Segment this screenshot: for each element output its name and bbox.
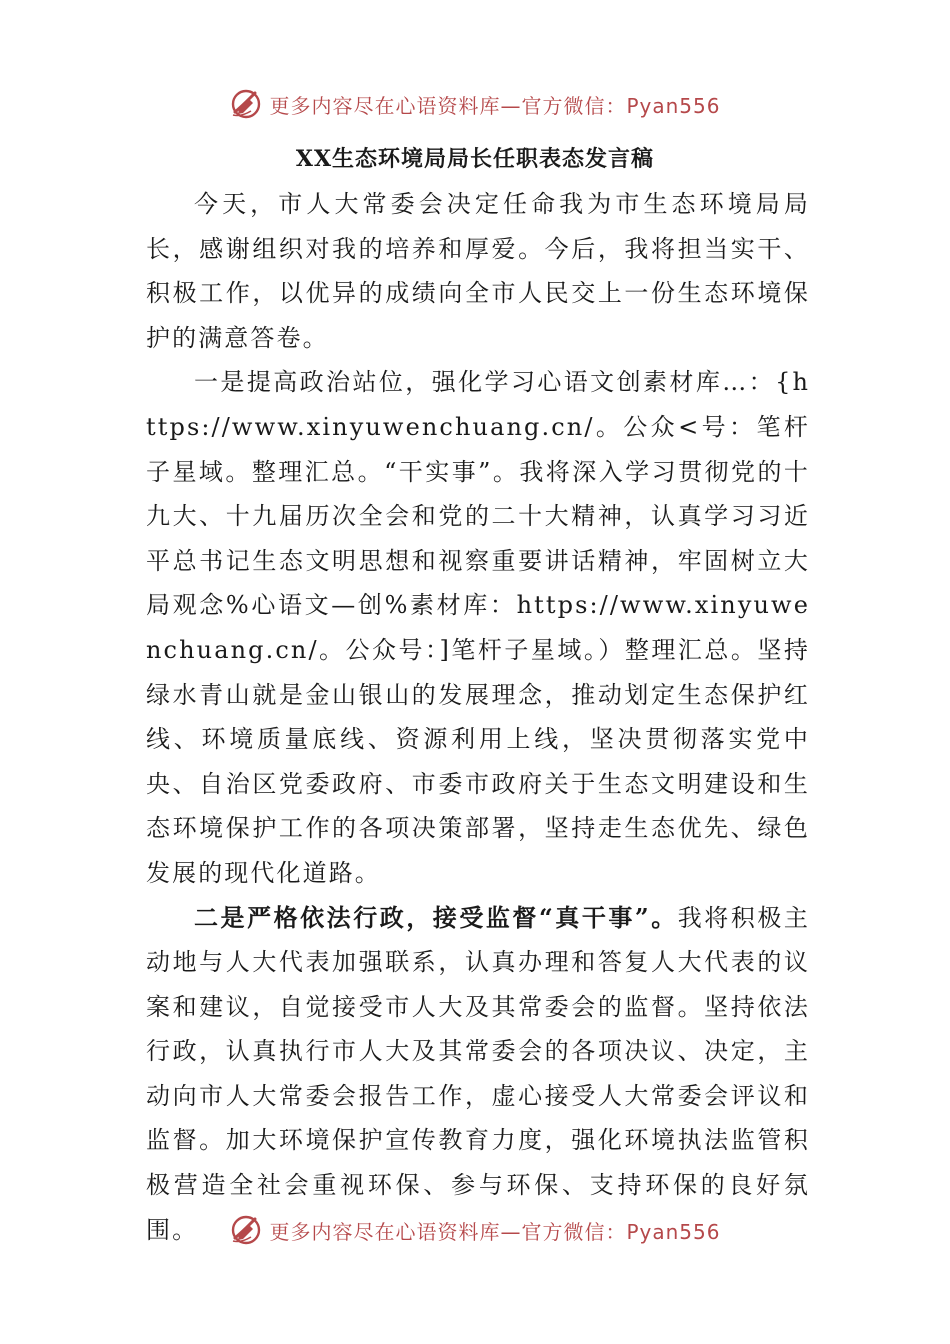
- header-banner: [0, 84, 950, 124]
- paragraph-2-text: 一是提高政治站位，强化学习心语文创素材库…：{https://www.xinyuwenchuang.cn/。公众<号：笔杆子星域。整理汇总。“干实事”。我将深入学习贯彻党的十九大、十九届历次全会和党的二十大精神，认真学习习近平总书记生态文明思想和视察重要讲话精神，牢固树立大局观念%心语文—创%素材库：https://www.xinyuwenchuang.cn/。公众号：]笔杆子星域。）整理汇总。坚持绿水青山就是金山银山的发展理念，推动划定生态保护红线、环境质量底线、资源利用上线，坚决贯彻落实党中央、自治区党委政府、市委市政府关于生态文明建设和生态环境保护工作的各项决策部署，坚持走生态优先、绿色发展的现代化道路。: [146, 368, 810, 887]
- paragraph-3: [146, 896, 810, 1253]
- banner-text: 更多内容尽在心语资料库—官方微信：Pyan556: [269, 93, 721, 118]
- footer-banner: [0, 1210, 950, 1250]
- pen-logo-icon: [229, 87, 263, 121]
- paragraph-3-text: 我将积极主动地与人大代表加强联系，认真办理和答复人大代表的议案和建议，自觉接受市人大及其常委会的监督。坚持依法行政，认真执行市人大及其常委会的各项决议、决定，主动向市人大常委会报告工作，虚心接受人大常委会评议和监督。加大环境保护宣传教育力度，强化环境执法监管积极营造全社会重视环保、参与环保、支持环保的良好氛围。: [146, 903, 811, 1244]
- document-body: [146, 182, 810, 1252]
- paragraph-3-lead: 二是严格依法行政，接受监督“真干事”。: [194, 902, 678, 932]
- paragraph-2: [146, 360, 810, 895]
- paragraph-1: [146, 182, 810, 360]
- document-title: XX生态环境局局长任职表态发言稿: [295, 146, 655, 172]
- paragraph-1-text: 今天，市人大常委会决定任命我为市生态环境局局长，感谢组织对我的培养和厚爱。今后，我将担当实干、积极工作，以优异的成绩向全市人民交上一份生态环境保护的满意答卷。: [146, 190, 810, 352]
- banner-text: 更多内容尽在心语资料库—官方微信：Pyan556: [269, 1219, 721, 1244]
- pen-logo-icon: [229, 1213, 263, 1247]
